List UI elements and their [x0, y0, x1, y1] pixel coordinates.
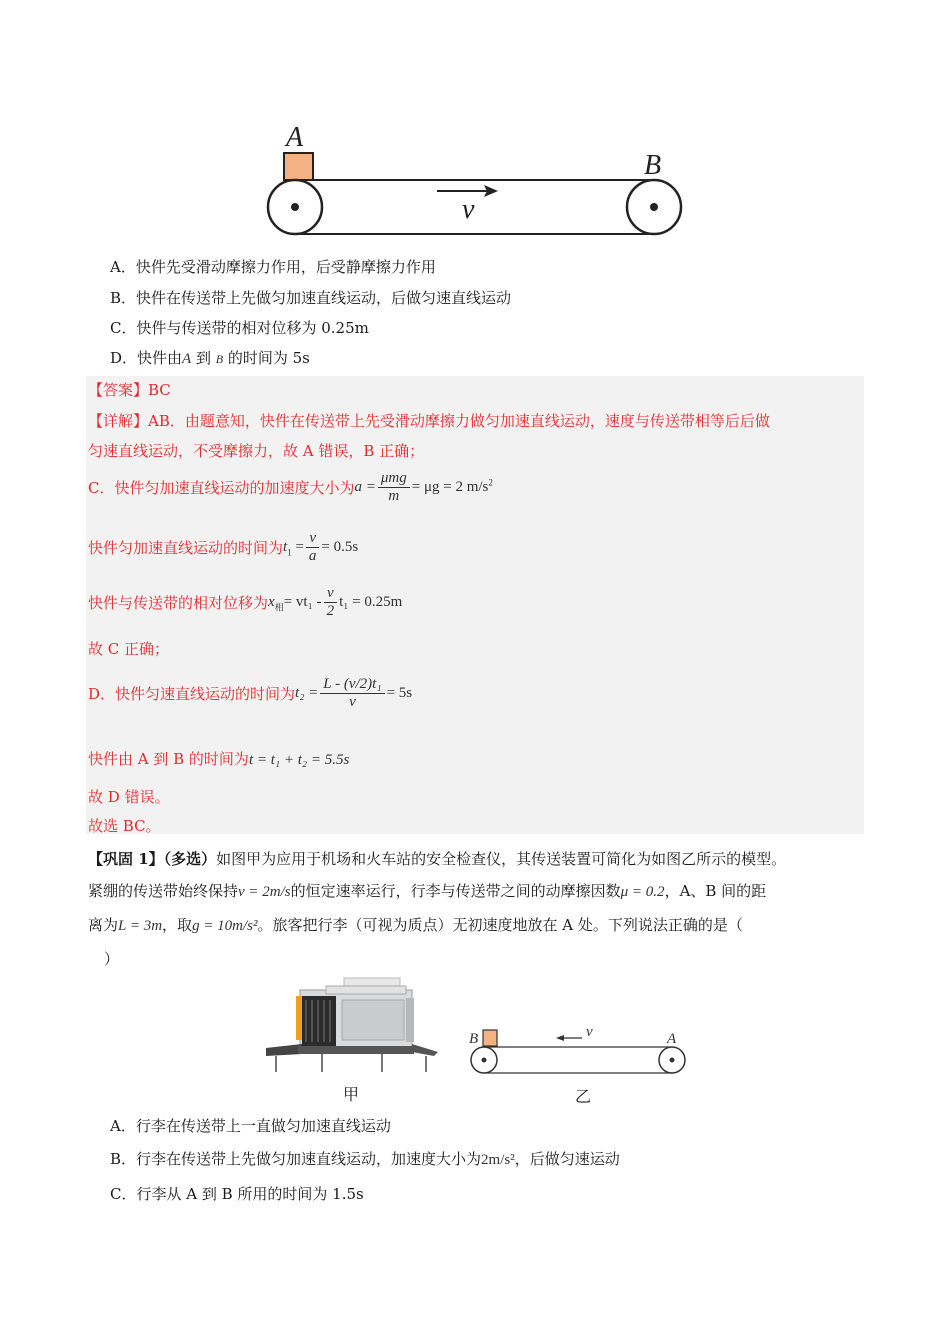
explanation-relative-displacement	[88, 585, 402, 620]
question-2-text-2a: 紧绷的传送带始终保持	[88, 882, 239, 900]
option-1-b: B．快件在传送带上先做匀加速直线运动，后做匀速直线运动	[110, 289, 512, 307]
explanation-total-time	[88, 748, 349, 769]
x-text: 快件与传送带的相对位移为	[88, 594, 269, 612]
explanation-d-time	[88, 676, 412, 711]
explanation-line-2: 匀速直线运动，不受摩擦力，故 A 错误，B 正确；	[88, 442, 425, 460]
c-fraction	[378, 470, 410, 505]
question-2-line-1	[88, 848, 786, 869]
d-fraction	[320, 676, 384, 711]
c-rhs: = μg = 2 m/s	[411, 479, 489, 495]
option-2-a: A．行李在传送带上一直做匀加速直线运动	[110, 1117, 391, 1135]
c-lhs: a =	[354, 479, 376, 495]
question-2-text-3b: ，取	[162, 916, 193, 934]
d-text: D．快件匀速直线运动的时间为	[88, 685, 296, 703]
c-den: m	[388, 488, 400, 504]
explanation-c-correct: 故 C 正确；	[88, 640, 170, 658]
option-1-c: C．快件与传送带的相对位移为 0.25m	[110, 319, 369, 337]
caption-yi: 乙	[575, 1087, 592, 1106]
answer-line: 【答案】BC	[88, 381, 171, 399]
c-text: C．快件匀加速直线运动的加速度大小为	[88, 479, 355, 497]
left-roller-axle	[291, 203, 299, 211]
right-roller-axle	[650, 203, 658, 211]
d-num: L - (v/2)t₁	[320, 676, 384, 694]
question-2-line-2	[88, 880, 766, 901]
question-2-line-3	[88, 914, 743, 935]
caption-jia: 甲	[343, 1085, 360, 1104]
conveyor-diagram-1	[262, 118, 692, 243]
luggage-box	[483, 1030, 497, 1046]
question-2-text-3a: 离为	[88, 916, 119, 934]
question-2-line-4: ）	[104, 950, 120, 968]
option-2-b-eq: 2m/s²	[481, 1152, 515, 1168]
x-fraction	[324, 585, 338, 620]
explanation-line-1: 【详解】AB．由题意知，快件在传送带上先受滑动摩擦力做匀加速直线运动，速度与传送带相等后后做	[88, 412, 770, 430]
option-1-d-a: A	[182, 351, 192, 367]
option-1-d-suffix: 的时间为 5s	[223, 349, 310, 367]
option-2-b-suffix: ，后做匀速运动	[514, 1150, 620, 1168]
t1-num: v	[306, 530, 320, 548]
option-1-d-b: B	[215, 352, 224, 366]
d-den: v	[349, 694, 356, 710]
option-2-c: C．行李从 A 到 B 所用的时间为 1.5s	[110, 1185, 364, 1203]
right-axle-2	[670, 1058, 675, 1063]
label-a-2: A	[667, 1031, 677, 1047]
total-eq: t = t₁ + t₂ = 5.5s	[248, 752, 350, 768]
velocity-arrowhead-2	[556, 1035, 564, 1041]
d-lhs: t₂ =	[295, 685, 319, 701]
d-rhs: = 5s	[386, 685, 413, 701]
t1-text: 快件匀加速直线运动的时间为	[88, 539, 284, 557]
question-2-eq-l: L = 3m	[118, 918, 163, 934]
option-1-d-prefix: D．快件由	[110, 349, 183, 367]
explanation-d-wrong: 故 D 错误。	[88, 788, 170, 806]
option-1-a: A．快件先受滑动摩擦力作用，后受静摩擦力作用	[110, 258, 436, 276]
x-lhs: x	[268, 594, 275, 610]
x-sub: 相	[274, 602, 284, 613]
x-mid: = vt₁ -	[283, 594, 322, 610]
t1-sub: 1	[287, 547, 292, 558]
question-2-eq-g: g = 10m/s²	[192, 918, 258, 934]
option-2-b-prefix: B．行李在传送带上先做匀加速直线运动，加速度大小为	[110, 1150, 482, 1168]
question-2-text-2b: 的恒定速率运行，行李与传送带之间的动摩擦因数	[290, 882, 621, 900]
label-v-2: v	[586, 1024, 593, 1040]
c-sup: 2	[488, 477, 493, 488]
label-b: B	[644, 150, 662, 181]
explanation-time-t1: 快件匀加速直线运动的时间为$t_1$ = $\frac{v}{a}$ = 0.5s	[88, 530, 359, 564]
x-den: 2	[326, 603, 335, 619]
label-b-2: B	[469, 1031, 479, 1047]
left-axle-2	[482, 1058, 487, 1063]
question-2-tag: 【巩固 1】（多选）	[88, 850, 217, 868]
question-2-eq-mu: μ = 0.2	[620, 884, 665, 900]
option-1-d	[110, 347, 310, 368]
option-2-b	[110, 1148, 620, 1169]
label-a: A	[286, 122, 304, 153]
t1-den: a	[308, 548, 317, 564]
question-2-eq-v: v = 2m/s	[238, 884, 291, 900]
t1-fraction	[306, 530, 320, 565]
explanation-c-acceleration	[88, 470, 493, 505]
package-box	[284, 153, 313, 180]
question-2-text-3c: 。旅客把行李（可视为质点）无初速度地放在 A 处。下列说法正确的是（	[257, 916, 743, 934]
label-v: v	[462, 194, 475, 225]
security-scanner-image	[262, 976, 440, 1076]
x-num: v	[324, 585, 338, 603]
conveyor-diagram-2	[464, 1018, 694, 1078]
question-2-text-1: 如图甲为应用于机场和火车站的安全检查仪，其传送装置可简化为如图乙所示的模型。	[216, 850, 787, 868]
t1-rhs: = 0.5s	[321, 539, 359, 555]
option-1-d-to: 到	[191, 349, 216, 367]
c-num: μmg	[378, 470, 410, 488]
t1-lhs: t	[283, 539, 288, 555]
question-2-text-2c: ，A、B 间的距	[664, 882, 767, 900]
x-rhs: t₁ = 0.25m	[339, 594, 403, 610]
total-text: 快件由 A 到 B 的时间为	[88, 750, 249, 768]
explanation-choice: 故选 BC。	[88, 817, 161, 835]
